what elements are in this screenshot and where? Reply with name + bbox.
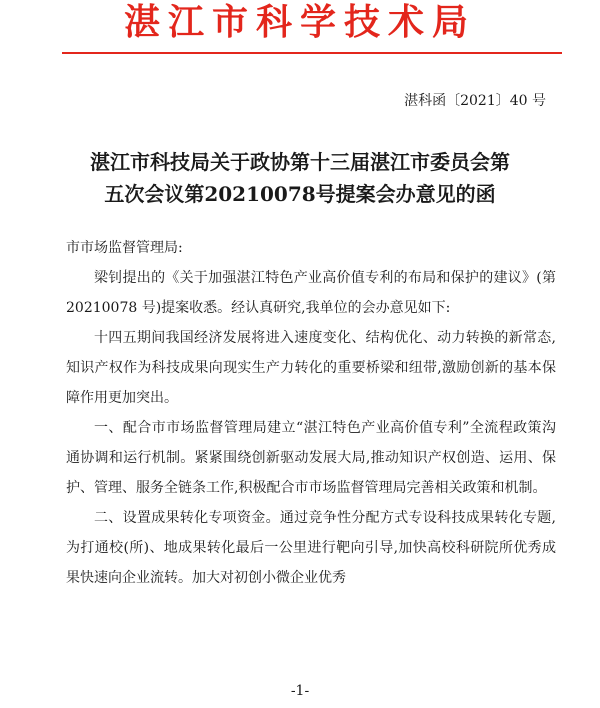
page-number: -1- xyxy=(290,683,310,699)
document-title xyxy=(40,146,560,210)
salutation: 市市场监督管理局: xyxy=(66,240,183,256)
paragraph-2: 十四五期间我国经济发展将进入速度变化、结构优化、动力转换的新常态,知识产权作为科技成果向现实生产力转化的重要桥梁和纽带,激励创新的基本保障作用更加突出。 xyxy=(66,330,556,406)
paragraph-3: 一、配合市市场监督管理局建立“湛江特色产业高价值专利”全流程政策沟通协调和运行机制。紧紧围绕创新驱动发展大局,推动知识产权创造、运用、保护、管理、服务全链条工作,积极配合市市场监督管理局完善相关政策和机制。 xyxy=(66,420,556,496)
document-number: 湛科函〔2021〕40 号 xyxy=(404,93,546,109)
letterhead-org-name: 湛江市科学技术局 xyxy=(123,1,476,43)
document-body xyxy=(66,233,556,593)
document-title-line-1: 湛江市科技局关于政协第十三届湛江市委员会第 xyxy=(90,150,510,174)
document-title-line-2: 五次会议第20210078号提案会办意见的函 xyxy=(104,182,496,206)
letterhead-red-rule xyxy=(62,52,562,54)
paragraph-4: 二、设置成果转化专项资金。通过竞争性分配方式专设科技成果转化专题,为打通校(所)、地成果转化最后一公里进行靶向引导,加快高校科研院所优秀成果快速向企业流转。加大对初创小微企业优秀 xyxy=(66,510,556,586)
paragraph-1: 梁钊提出的《关于加强湛江特色产业高价值专利的布局和保护的建议》(第 20210078 号)提案收悉。经认真研究,我单位的会办意见如下: xyxy=(66,270,556,316)
